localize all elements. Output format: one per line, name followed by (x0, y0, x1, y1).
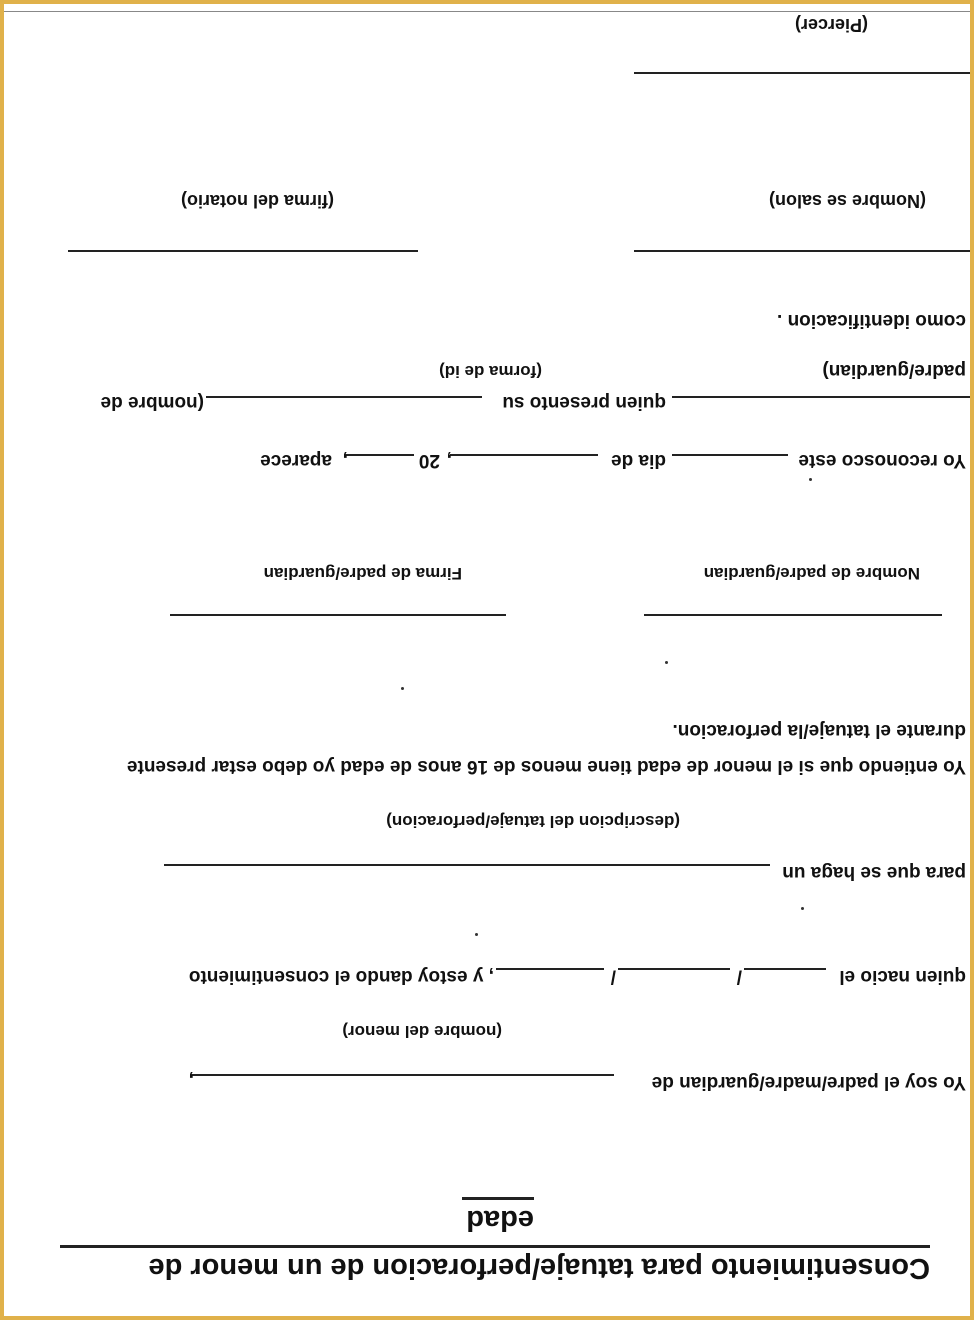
day-of-label: dia de (611, 450, 666, 471)
title-underline (60, 1245, 930, 1248)
name-of-label: (nombre de (100, 392, 204, 413)
scan-speck (401, 687, 404, 690)
tattoo-description-field[interactable] (164, 864, 770, 866)
birth-month-field[interactable] (744, 968, 826, 970)
born-label: quien nacio el (839, 966, 966, 987)
recognize-month-field[interactable] (450, 454, 598, 456)
appears-label: aparece (260, 450, 332, 471)
salon-name-caption: (Nombre se salon) (768, 191, 926, 211)
title-underline-2 (462, 1197, 534, 1200)
presented-label: quien presento su (502, 392, 666, 413)
notary-signature-caption: (firma del notario) (180, 191, 334, 211)
consent-form-document (4, 4, 970, 1316)
id-form-field[interactable] (206, 396, 482, 398)
id-form-caption: (forma de id) (439, 362, 542, 381)
for-label: para que se haga un (782, 862, 966, 883)
date-slash-1: / (736, 966, 742, 987)
scan-speck (665, 661, 668, 664)
as-id-label: como identificacion . (777, 310, 966, 331)
tattoo-description-caption: (descripcion del tatuaje/perforacion) (386, 812, 680, 831)
parent-intro-label: Yo soy el padre/madre/guardian de (651, 1072, 966, 1093)
recognize-day-field[interactable] (672, 454, 788, 456)
comma-3: , (342, 450, 348, 471)
consent-text: , y estoy dando el consentimiento (188, 966, 494, 987)
minor-name-caption: (nombre del menor) (342, 1022, 502, 1041)
birth-day-field[interactable] (618, 968, 730, 970)
scan-speck (809, 478, 812, 481)
year-prefix: 20 (418, 450, 440, 471)
parent-guardian-label: padre/guardian) (822, 360, 966, 381)
form-title-line2: edad (466, 1204, 534, 1236)
scan-edge-rule (4, 11, 970, 12)
understand-line-2: durante el tatuaje/la perforacion. (672, 720, 966, 741)
notary-signature-field[interactable] (68, 250, 418, 252)
minor-name-field[interactable] (190, 1074, 614, 1076)
salon-name-field[interactable] (634, 250, 970, 252)
parent-signature-field[interactable] (170, 614, 506, 616)
comma: , (188, 1070, 194, 1091)
understand-line-1: Yo entiendo que si el menor de edad tiene menos de 16 anos de edad yo debo estar presente (126, 756, 966, 777)
parent-signature-caption: Firma de padre/guardian (263, 564, 462, 583)
parent-name-caption: Nombre de padre/guardian (703, 564, 920, 583)
piercer-signature-field[interactable] (634, 72, 970, 74)
appearing-person-field[interactable] (672, 396, 970, 398)
piercer-caption: (Piercer) (794, 15, 868, 35)
recognize-label: Yo reconosco este (798, 450, 966, 471)
form-title-line1: Consentimiento para tatuaje/perforacion de un menor de (148, 1252, 930, 1284)
comma-2: , (446, 450, 452, 471)
birth-year-field[interactable] (496, 968, 604, 970)
parent-name-field[interactable] (644, 614, 942, 616)
scan-speck (475, 933, 478, 936)
recognize-year-field[interactable] (344, 454, 414, 456)
scan-speck (801, 907, 804, 910)
date-slash-2: / (610, 966, 616, 987)
